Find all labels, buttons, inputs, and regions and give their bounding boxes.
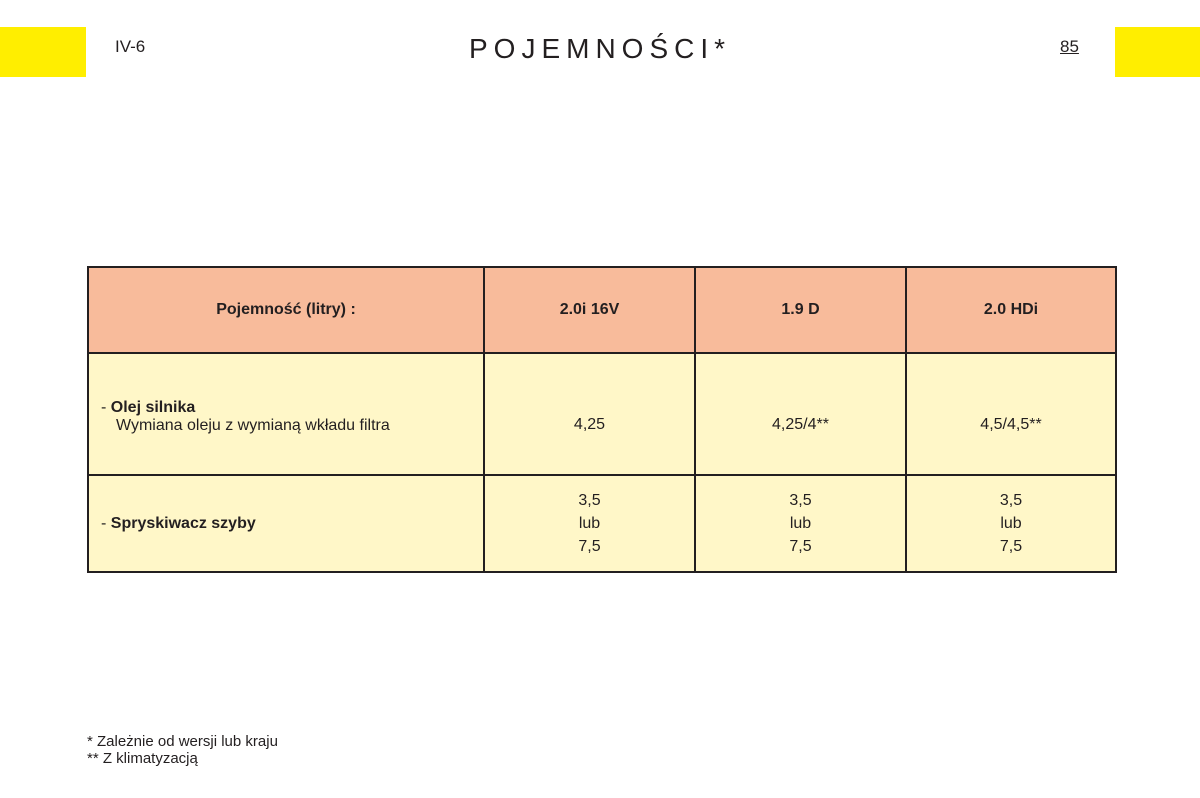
column-header: 2.0i 16V — [484, 267, 695, 353]
footnotes — [87, 733, 278, 767]
row-label-cell: - Spryskiwacz szyby — [88, 475, 484, 572]
table-cell: 4,25/4** — [695, 353, 906, 475]
row-label: Spryskiwacz szyby — [110, 514, 256, 532]
table-cell: 4,5/4,5** — [906, 353, 1116, 475]
column-header: 2.0 HDi — [906, 267, 1116, 353]
page-title: POJEMNOŚCI* — [468, 33, 732, 64]
section-code: IV-6 — [115, 37, 146, 56]
page-number: 85 — [1060, 37, 1079, 56]
table-row — [88, 353, 1116, 475]
column-header: 1.9 D — [695, 267, 906, 353]
table-cell: 3,5 lub 7,5 — [695, 475, 906, 572]
table-row — [88, 475, 1116, 572]
capacity-table — [87, 266, 1117, 573]
table-header-row — [88, 267, 1116, 353]
footnote: * Zależnie od wersji lub kraju — [87, 733, 278, 750]
table-cell: 3,5 lub 7,5 — [906, 475, 1116, 572]
table-cell: 3,5 lub 7,5 — [484, 475, 695, 572]
table-cell: 4,25 — [484, 353, 695, 475]
row-label-cell: - Olej silnika Wymiana oleju z wymianą wkładu filtra — [88, 353, 484, 475]
row-label: Olej silnika — [110, 399, 196, 416]
column-header: Pojemność (litry) : — [88, 267, 484, 353]
footnote: ** Z klimatyzacją — [87, 750, 198, 767]
row-sublabel: Wymiana oleju z wymianą wkładu filtra — [116, 417, 390, 434]
